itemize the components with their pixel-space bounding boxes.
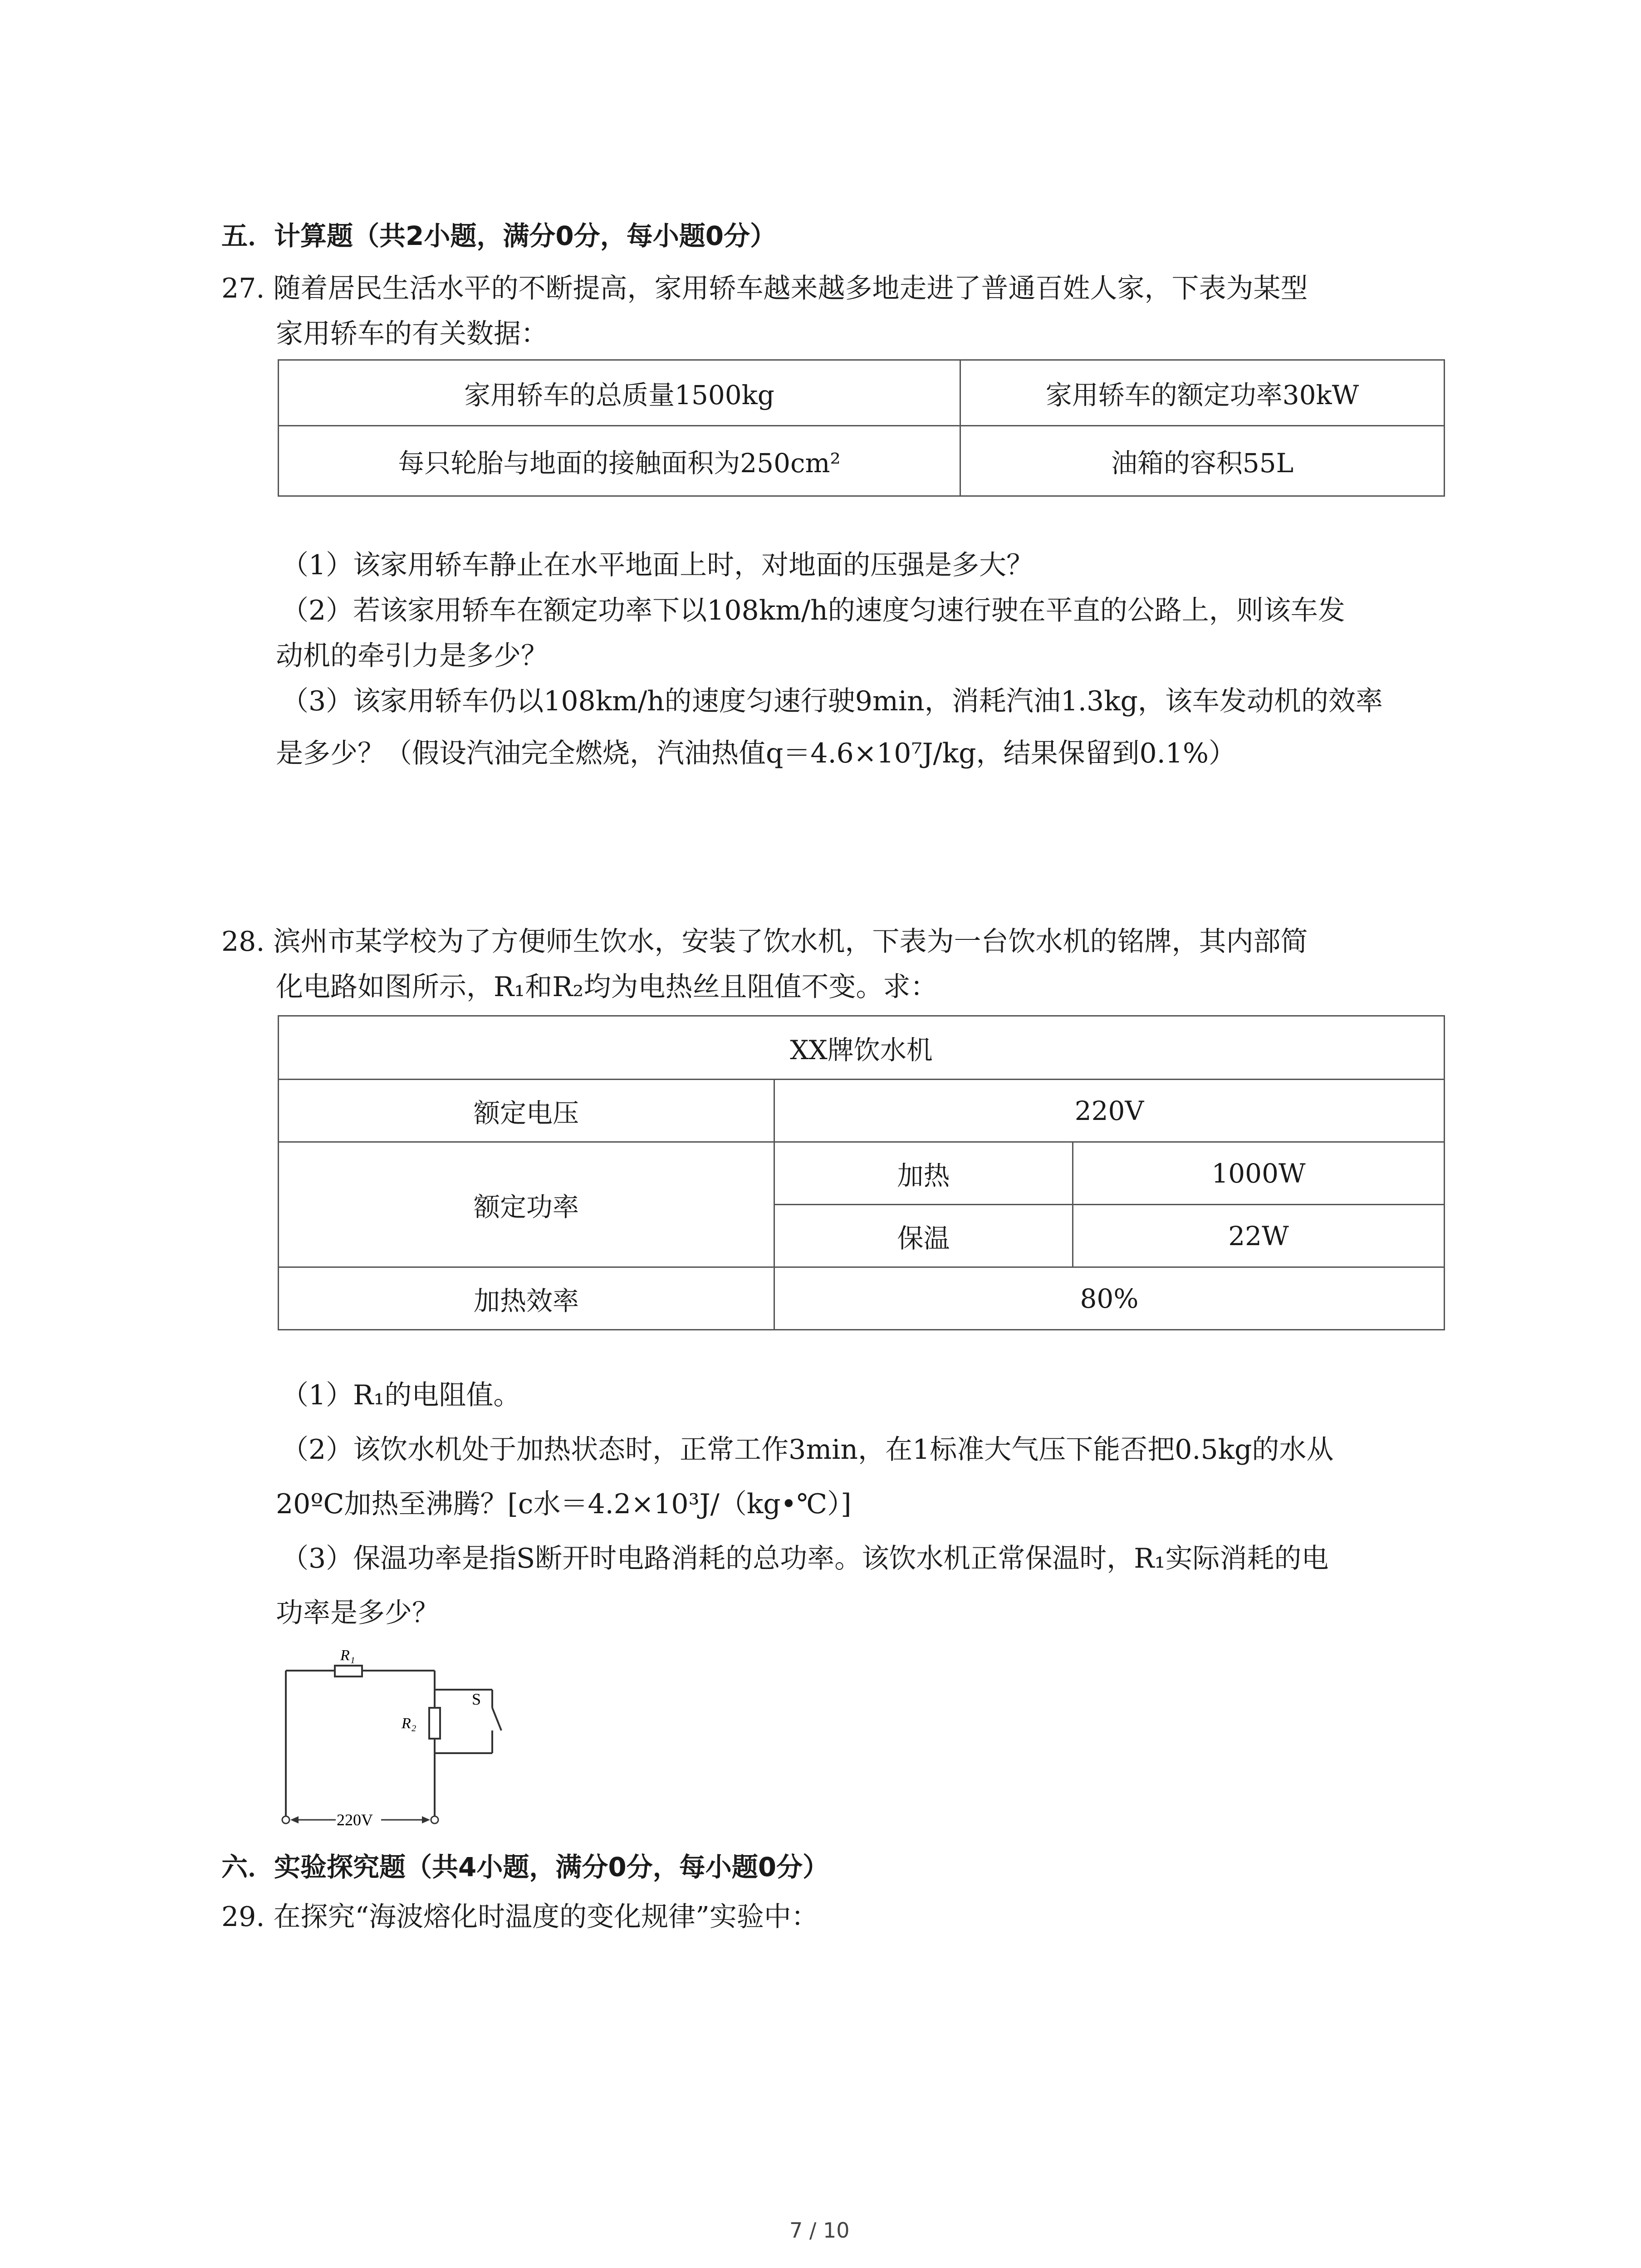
q27-sub3-line1: （3）该家用轿车仍以108km/h的速度匀速行驶9min，消耗汽油1.3kg，该车发动机的效率 xyxy=(281,685,1383,717)
q28-sub1: （1）R₁的电阻值。 xyxy=(281,1379,521,1411)
q27-cell-tire-area: 每只轮胎与地面的接触面积为250cm² xyxy=(279,426,960,496)
q27-cell-tank: 油箱的容积55L xyxy=(960,426,1445,496)
q27-stem-line2: 家用轿车的有关数据： xyxy=(276,318,548,350)
terminal-right-icon xyxy=(431,1816,438,1823)
section-heading-experiment: 六．实验探究题（共4小题，满分0分，每小题0分） xyxy=(221,1852,829,1882)
resistor-r1-icon xyxy=(335,1666,362,1677)
page-number: 7 / 10 xyxy=(789,2218,850,2243)
q28-sub2-line1: （2）该饮水机处于加热状态时，正常工作3min，在1标准大气压下能否把0.5kg的水从 xyxy=(281,1434,1334,1466)
q27-data-table xyxy=(278,359,1445,497)
voltage-label: 220V xyxy=(337,1811,373,1829)
q28-stem-line2: 化电路如图所示，R₁和R₂均为电热丝且阻值不变。求： xyxy=(276,971,938,1003)
q27-sub2-line2: 动机的牵引力是多少？ xyxy=(276,640,548,672)
q27-sub2-line1: （2）若该家用轿车在额定功率下以108km/h的速度匀速行驶在平直的公路上，则该车发 xyxy=(281,595,1345,626)
q27-stem-line1: 27. 随着居民生活水平的不断提高，家用轿车越来越多地走进了普通百姓人家，下表为某型 xyxy=(221,273,1308,304)
q28-circuit-diagram xyxy=(272,1633,554,1842)
q27-cell-mass: 家用轿车的总质量1500kg xyxy=(279,360,960,426)
q28-rated-power-label: 额定功率 xyxy=(279,1142,774,1267)
q28-heating-power: 1000W xyxy=(1073,1142,1445,1205)
q28-table-title: XX牌饮水机 xyxy=(279,1016,1445,1080)
terminal-left-icon xyxy=(282,1816,289,1823)
r1-label: R₁ xyxy=(340,1647,355,1664)
arrow-left-icon xyxy=(290,1816,299,1823)
r2-label: R₂ xyxy=(402,1715,416,1732)
arrow-right-icon xyxy=(422,1816,430,1823)
q28-sub3-line1: （3）保温功率是指S断开时电路消耗的总功率。该饮水机正常保温时，R₁实际消耗的电 xyxy=(281,1543,1329,1574)
q28-warm-label: 保温 xyxy=(774,1205,1073,1267)
q28-nameplate-table xyxy=(278,1015,1445,1330)
q27-sub3-line2: 是多少？（假设汽油完全燃烧，汽油热值q＝4.6×10⁷J/kg，结果保留到0.1%） xyxy=(276,738,1236,769)
q28-stem-line1: 28. 滨州市某学校为了方便师生饮水，安装了饮水机，下表为一台饮水机的铭牌，其内部简 xyxy=(221,926,1308,958)
q28-heating-label: 加热 xyxy=(774,1142,1073,1205)
q28-sub2-line2: 20ºC加热至沸腾？[c水＝4.2×10³J/（kg•℃）] xyxy=(276,1488,852,1520)
section-heading-calculation: 五．计算题（共2小题，满分0分，每小题0分） xyxy=(221,220,777,251)
resistor-r2-icon xyxy=(429,1708,440,1739)
q28-efficiency-label: 加热效率 xyxy=(279,1267,774,1330)
q27-cell-power: 家用轿车的额定功率30kW xyxy=(960,360,1445,426)
switch-label: S xyxy=(472,1690,481,1708)
q29-stem: 29. 在探究“海波熔化时温度的变化规律”实验中： xyxy=(221,1901,818,1933)
q28-warm-power: 22W xyxy=(1073,1205,1445,1267)
q28-rated-voltage-value: 220V xyxy=(774,1080,1445,1142)
q27-sub1: （1）该家用轿车静止在水平地面上时，对地面的压强是多大？ xyxy=(281,549,1034,581)
q28-sub3-line2: 功率是多少？ xyxy=(276,1597,439,1629)
q28-rated-voltage-label: 额定电压 xyxy=(279,1080,774,1142)
q28-efficiency-value: 80% xyxy=(774,1267,1445,1330)
switch-s-icon xyxy=(492,1708,501,1730)
